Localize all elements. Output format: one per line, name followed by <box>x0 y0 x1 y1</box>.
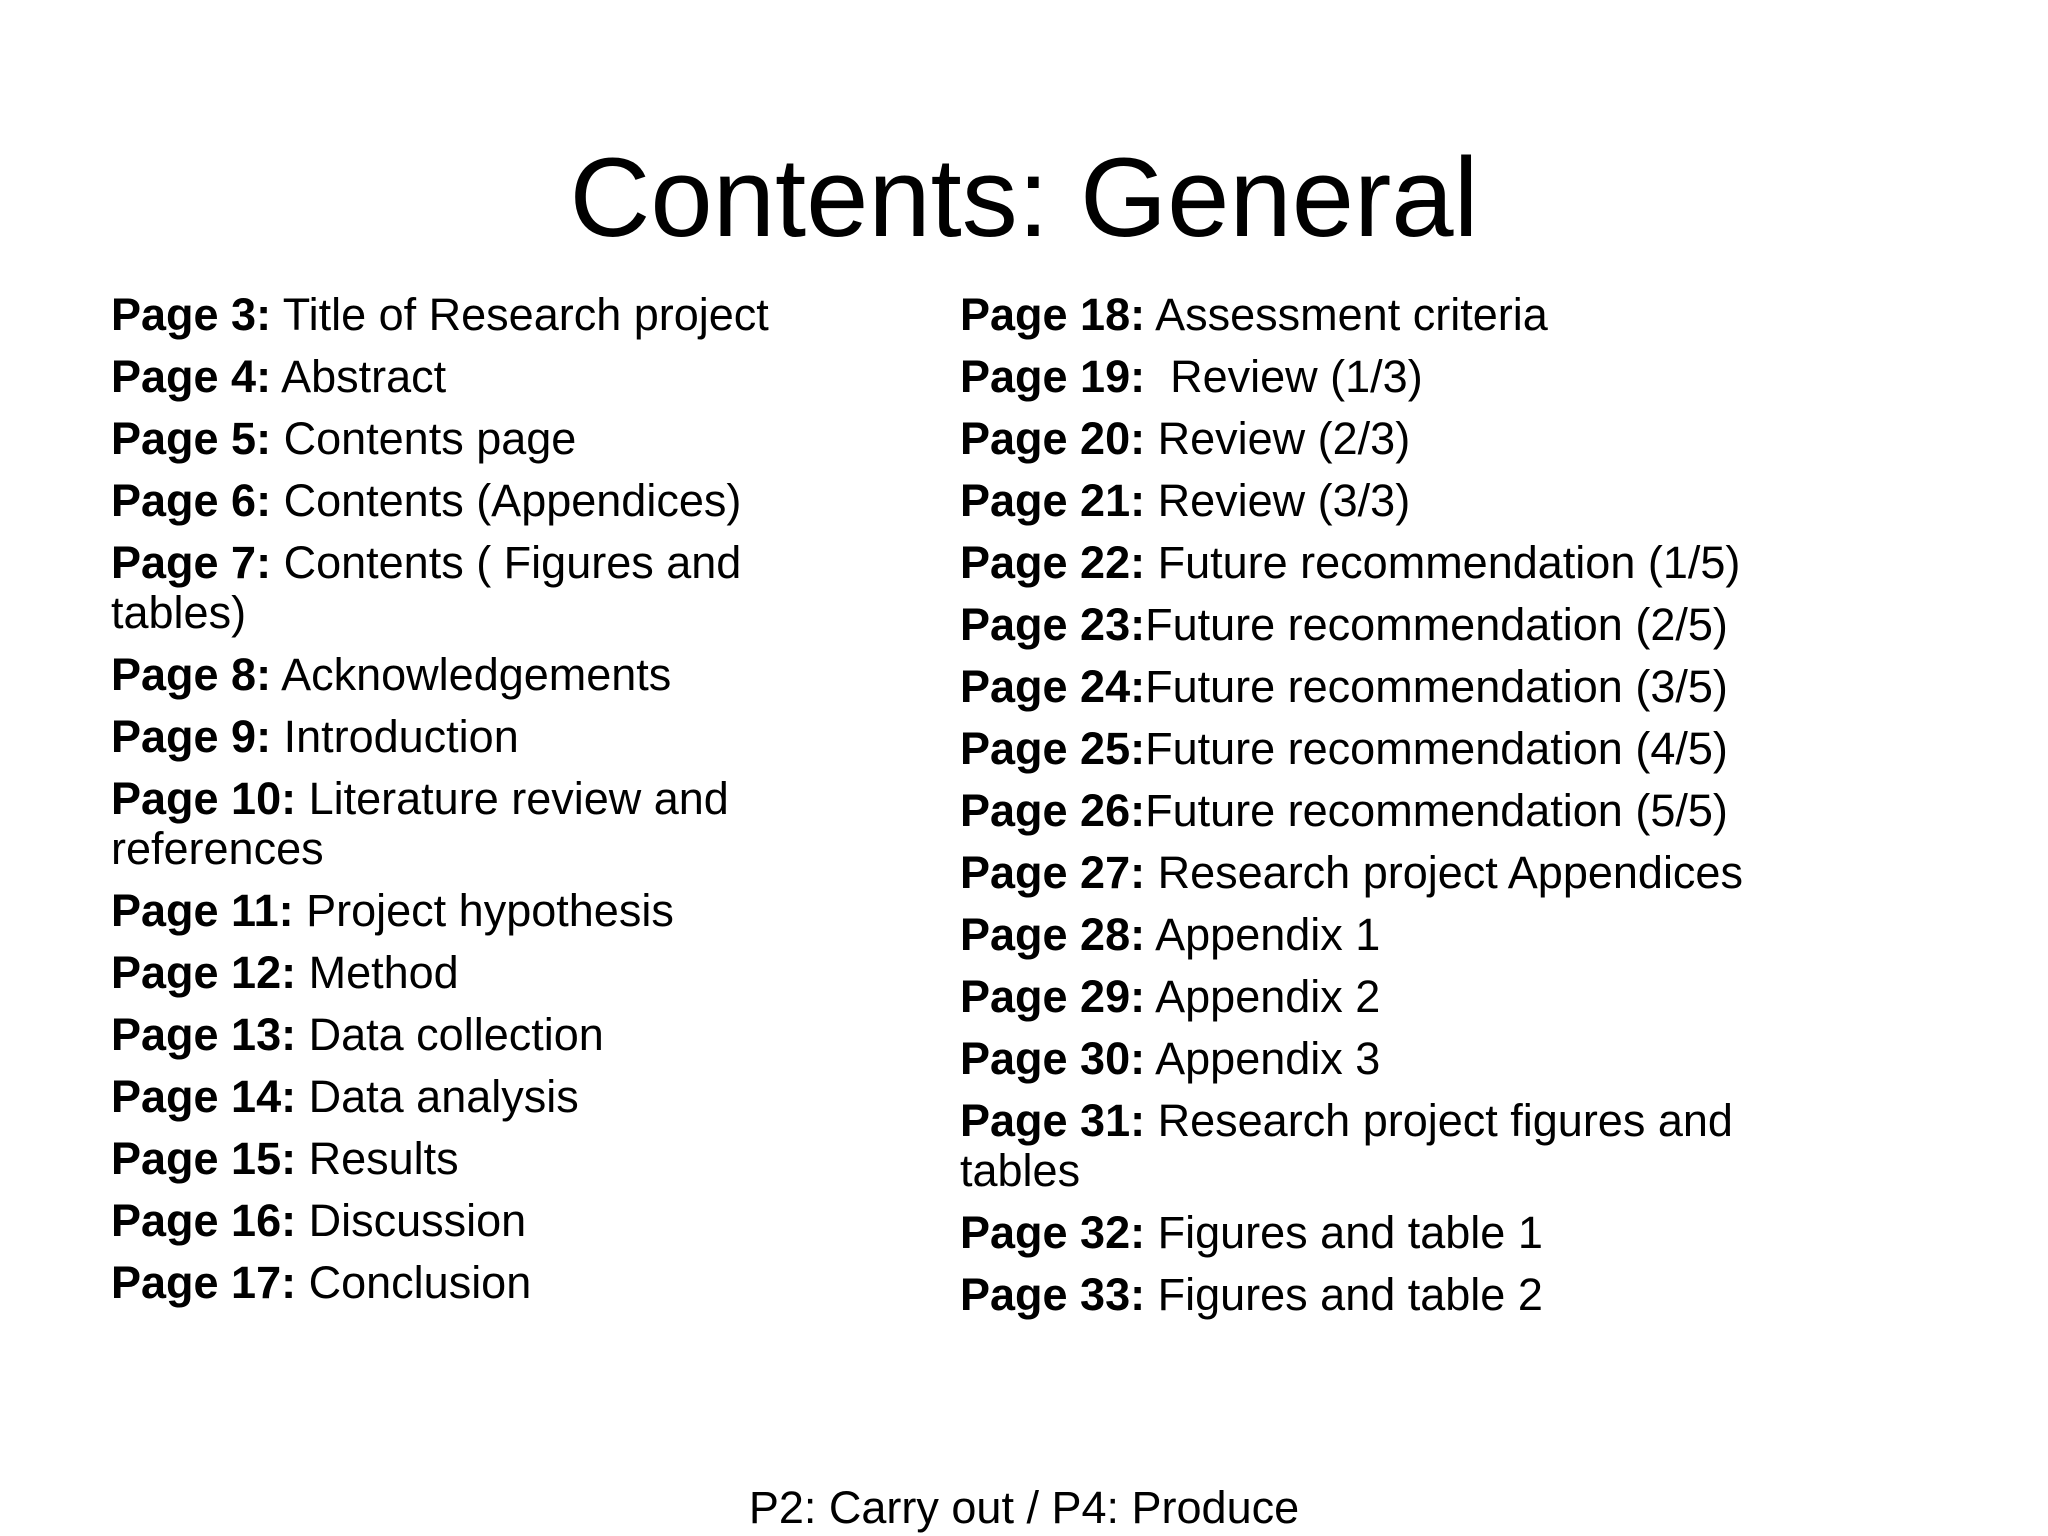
contents-entry <box>960 1270 1860 1320</box>
contents-entry <box>111 476 831 526</box>
contents-entry <box>111 1258 831 1308</box>
section-title: Figures and table 2 <box>1145 1269 1543 1320</box>
contents-entry <box>960 662 1860 712</box>
page-number-label: Page 12: <box>111 947 297 998</box>
page-number-label: Page 20: <box>960 413 1146 464</box>
contents-entry <box>111 538 831 638</box>
contents-entry <box>111 290 831 340</box>
contents-list-right <box>960 290 1860 1332</box>
page-number-label: Page 8: <box>111 649 272 700</box>
section-title: Acknowledgements <box>271 649 672 700</box>
contents-entry <box>111 712 831 762</box>
section-title: Future recommendation (5/5) <box>1145 785 1728 836</box>
section-title: Method <box>296 947 459 998</box>
section-title: Future recommendation (1/5) <box>1145 537 1741 588</box>
contents-entry <box>111 948 831 998</box>
contents-entry <box>960 848 1860 898</box>
page-number-label: Page 6: <box>111 475 272 526</box>
footer-criteria-note: P2: Carry out / P4: Produce <box>748 1482 1300 1533</box>
contents-entry <box>960 414 1860 464</box>
section-title: Review (3/3) <box>1145 475 1411 526</box>
contents-list-left <box>111 290 831 1320</box>
section-title: Conclusion <box>296 1257 532 1308</box>
page-number-label: Page 23: <box>960 599 1146 650</box>
contents-entry <box>960 290 1860 340</box>
page-number-label: Page 31: <box>960 1095 1146 1146</box>
page-number-label: Page 30: <box>960 1033 1146 1084</box>
page-number-label: Page 5: <box>111 413 272 464</box>
contents-entry <box>960 786 1860 836</box>
contents-entry <box>111 1010 831 1060</box>
section-title: Discussion <box>296 1195 527 1246</box>
section-title: Contents page <box>271 413 577 464</box>
section-title: Future recommendation (4/5) <box>1145 723 1728 774</box>
section-title: Future recommendation (2/5) <box>1145 599 1728 650</box>
contents-entry <box>111 1072 831 1122</box>
section-title: Assessment criteria <box>1145 289 1548 340</box>
contents-entry <box>960 538 1860 588</box>
contents-entry <box>960 972 1860 1022</box>
contents-entry <box>960 600 1860 650</box>
page-number-label: Page 18: <box>960 289 1146 340</box>
page-number-label: Page 33: <box>960 1269 1146 1320</box>
page-number-label: Page 16: <box>111 1195 297 1246</box>
page-number-label: Page 19: <box>960 351 1146 402</box>
section-title: Data collection <box>296 1009 604 1060</box>
contents-entry <box>111 774 831 874</box>
page-number-label: Page 29: <box>960 971 1146 1022</box>
section-title: Appendix 3 <box>1145 1033 1381 1084</box>
page-number-label: Page 7: <box>111 537 272 588</box>
section-title: Data analysis <box>296 1071 579 1122</box>
page-number-label: Page 32: <box>960 1207 1146 1258</box>
page-number-label: Page 27: <box>960 847 1146 898</box>
section-title: Review (1/3) <box>1145 351 1423 402</box>
contents-entry <box>111 886 831 936</box>
section-title: Figures and table 1 <box>1145 1207 1543 1258</box>
contents-entry <box>111 650 831 700</box>
page-number-label: Page 9: <box>111 711 272 762</box>
page-number-label: Page 22: <box>960 537 1146 588</box>
contents-entry <box>111 1134 831 1184</box>
contents-entry <box>111 414 831 464</box>
page-title: Contents: General <box>569 135 1479 260</box>
section-title: Title of Research project <box>271 289 769 340</box>
contents-entry <box>960 724 1860 774</box>
section-title: Results <box>296 1133 459 1184</box>
page-number-label: Page 28: <box>960 909 1146 960</box>
section-title: Contents (Appendices) <box>271 475 742 526</box>
contents-entry <box>960 1208 1860 1258</box>
section-title: Literature review and references <box>111 773 742 874</box>
section-title: Appendix 2 <box>1145 971 1381 1022</box>
page-number-label: Page 13: <box>111 1009 297 1060</box>
page-number-label: Page 17: <box>111 1257 297 1308</box>
section-title: Research project figures and tables <box>960 1095 1746 1196</box>
page-number-label: Page 26: <box>960 785 1146 836</box>
contents-entry <box>960 476 1860 526</box>
contents-entry <box>111 352 831 402</box>
contents-entry <box>960 910 1860 960</box>
page-number-label: Page 14: <box>111 1071 297 1122</box>
section-title: Research project Appendices <box>1145 847 1743 898</box>
page-number-label: Page 11: <box>111 885 294 936</box>
contents-entry <box>111 1196 831 1246</box>
page-number-label: Page 4: <box>111 351 272 402</box>
page-number-label: Page 3: <box>111 289 272 340</box>
section-title: Introduction <box>271 711 519 762</box>
contents-entry <box>960 1034 1860 1084</box>
section-title: Future recommendation (3/5) <box>1145 661 1728 712</box>
section-title: Project hypothesis <box>293 885 674 936</box>
contents-entry <box>960 1096 1860 1196</box>
section-title: Abstract <box>271 351 447 402</box>
section-title: Review (2/3) <box>1145 413 1411 464</box>
page-number-label: Page 10: <box>111 773 297 824</box>
section-title: Contents ( Figures and tables) <box>111 537 754 638</box>
section-title: Appendix 1 <box>1145 909 1381 960</box>
contents-entry <box>960 352 1860 402</box>
page-number-label: Page 21: <box>960 475 1146 526</box>
page-number-label: Page 24: <box>960 661 1146 712</box>
page-number-label: Page 15: <box>111 1133 297 1184</box>
page-number-label: Page 25: <box>960 723 1146 774</box>
